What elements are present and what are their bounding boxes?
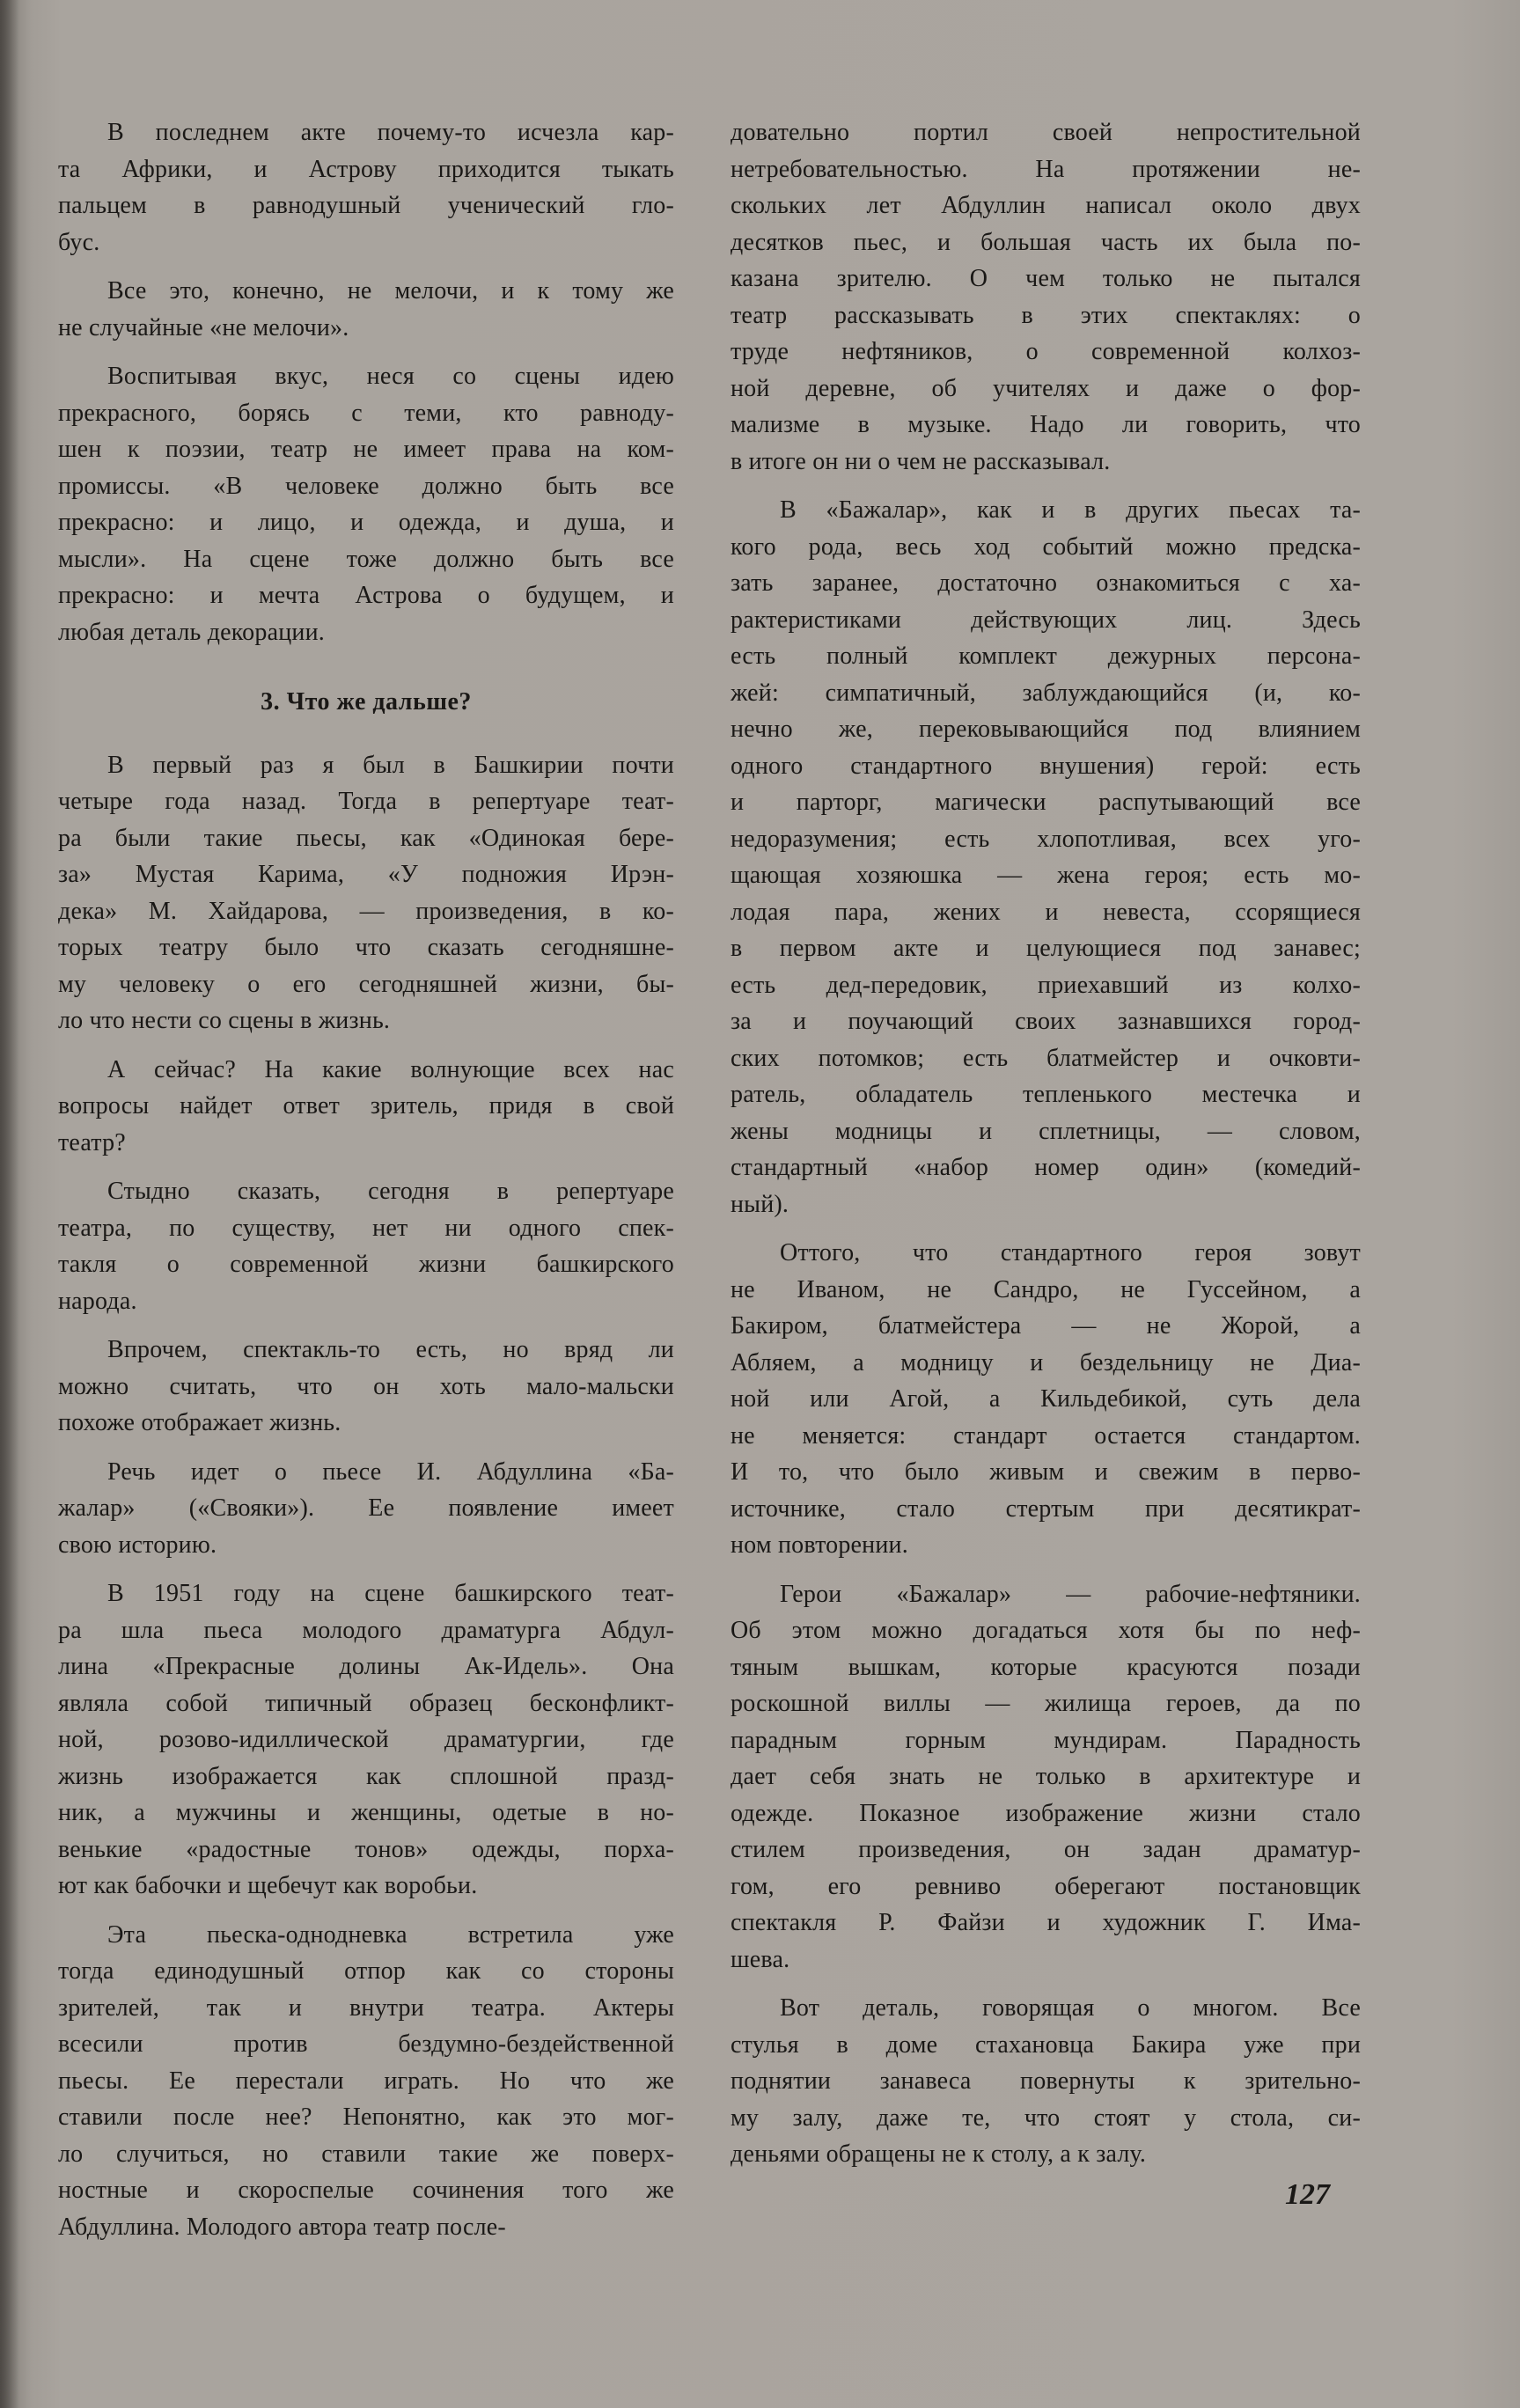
paragraph [731, 1576, 1361, 1979]
text-line: не Иваном, не Сандро, не Гуссейном, а [731, 1275, 1361, 1303]
text-line: труде нефтяников, о современной колхоз- [731, 338, 1361, 365]
text-line: Абдуллина. Молодого автора театр после- [58, 2213, 506, 2241]
paragraph [58, 358, 674, 650]
text-line: четыре года назад. Тогда в репертуаре теат- [58, 788, 674, 815]
text-line: ставили после нее? Непонятно, как это мог- [58, 2103, 674, 2131]
paragraph [58, 273, 674, 346]
paragraph [58, 1454, 674, 1564]
text-line: прекрасно: и лицо, и одежда, и душа, и [58, 509, 674, 536]
text-line: Герои «Бажалар» — рабочие-нефтяники. [780, 1580, 1361, 1608]
text-line: ном повторении. [731, 1531, 908, 1559]
text-line: В «Бажалар», как и в других пьесах та- [780, 496, 1361, 524]
text-line: в итоге он ни о чем не рассказывал. [731, 447, 1111, 475]
text-line: и парторг, магически распутывающий все [731, 789, 1361, 816]
text-line: парадным горным мундирам. Парадность [731, 1726, 1361, 1754]
paragraph [58, 1332, 674, 1442]
right-column [731, 114, 1361, 2185]
text-line: тяным вышкам, которые красуются позади [731, 1653, 1361, 1681]
text-line: источнике, стало стертым при десятикрат- [731, 1494, 1361, 1523]
text-line: за и поучающий своих зазнавшихся город- [731, 1008, 1361, 1035]
text-line: поднятии занавеса повернуты к зрительно- [731, 2067, 1361, 2095]
text-line: нечно же, перековывающийся под влиянием [731, 716, 1361, 743]
text-line: Эта пьеска-однодневка встретила уже [107, 1920, 674, 1949]
text-line: нетребовательностью. На протяжении не- [731, 155, 1361, 183]
text-line: Оттого, что стандартного героя зовут [780, 1239, 1361, 1266]
paragraph [58, 1575, 674, 1905]
text-line: жены модницы и сплетницы, — словом, [731, 1117, 1361, 1145]
text-line: театра, по существу, нет ни одного спек- [58, 1214, 674, 1242]
paragraph [58, 1173, 674, 1319]
text-line: прекрасного, борясь с теми, кто равноду- [58, 399, 674, 427]
text-line: одного стандартного внушения) герой: есть [731, 752, 1361, 780]
paragraph [731, 114, 1361, 480]
text-line: казана зрителю. О чем только не пытался [731, 265, 1361, 292]
text-line: венькие «радостные тонов» одежды, порха- [58, 1835, 674, 1863]
text-line: прекрасно: и мечта Астрова о будущем, и [58, 582, 674, 609]
text-line: ратель, обладатель тепленького местечка и [731, 1081, 1361, 1108]
text-line: та Африки, и Астрову приходится тыкать [58, 155, 674, 183]
text-line: му человеку о его сегодняшней жизни, бы- [58, 970, 674, 998]
text-line: ный). [731, 1190, 789, 1218]
text-line: театр? [58, 1128, 126, 1156]
text-line: скольких лет Абдуллин написал около двух [731, 192, 1361, 219]
text-line: Абляем, а модницу и бездельницу не Диа- [731, 1348, 1361, 1377]
text-line: ной или Агой, а Кильдебикой, суть дела [731, 1385, 1361, 1413]
paragraph [731, 1990, 1361, 2173]
text-line: вопросы найдет ответ зритель, придя в свой [58, 1092, 674, 1120]
text-line: не случайные «не мелочи». [58, 313, 349, 341]
text-line: стилем произведения, он задан драматур- [731, 1836, 1361, 1863]
text-line: ник, а мужчины и женщины, одетые в но- [58, 1799, 674, 1826]
paragraph [731, 1235, 1361, 1564]
text-line: ло что нести со сцены в жизнь. [58, 1007, 391, 1034]
text-line: торых театру было что сказать сегодняшне- [58, 934, 674, 961]
text-line: А сейчас? На какие волнующие всех нас [107, 1055, 674, 1083]
text-line: дека» М. Хайдарова, — произведения, в ко- [58, 897, 674, 925]
paragraph [58, 747, 674, 1039]
section-heading: 3. Что же дальше? [261, 688, 472, 716]
text-line: свою историю. [58, 1531, 217, 1559]
text-line: Впрочем, спектакль-то есть, но вряд ли [107, 1336, 674, 1363]
text-line: мализме в музыке. Надо ли говорить, что [731, 411, 1361, 438]
left-column [58, 114, 674, 2258]
text-line: зать заранее, достаточно ознакомиться с ха- [731, 569, 1361, 597]
text-line: му залу, даже те, что стоят у стола, си- [731, 2103, 1361, 2132]
text-line: шен к поэзии, театр не имеет права на ком- [58, 436, 674, 463]
text-line: лина «Прекрасные долины Ак-Идель». Она [58, 1653, 674, 1680]
text-line: Об этом можно догадаться хотя бы по неф- [731, 1617, 1361, 1644]
text-line: Вот деталь, говорящая о многом. Все [780, 1994, 1361, 2022]
text-line: являла собой типичный образец бесконфликт- [58, 1689, 674, 1717]
text-line: шева. [731, 1945, 790, 1973]
text-line: тогда единодушный отпор как со стороны [58, 1957, 674, 1985]
text-line: рактеристиками действующих лиц. Здесь [731, 606, 1361, 634]
text-line: Бакиром, блатмейстера — не Жорой, а [731, 1312, 1361, 1340]
text-line: народа. [58, 1287, 137, 1315]
text-line: мысли». На сцене тоже должно быть все [58, 545, 674, 573]
text-line: ра были такие пьесы, как «Одинокая бере- [58, 824, 674, 852]
text-line: есть полный комплект дежурных персона- [731, 642, 1361, 670]
text-line: ной, розово-идиллической драматургии, где [58, 1726, 674, 1753]
text-line: В 1951 году на сцене башкирского теат- [107, 1580, 674, 1607]
text-line: кого рода, весь ход событий можно предска- [731, 532, 1361, 561]
text-line: довательно портил своей непростительной [731, 119, 1361, 146]
text-line: гом, его ревниво оберегают постановщик [731, 1872, 1361, 1900]
text-line: стулья в доме стахановца Бакира уже при [731, 2030, 1361, 2059]
text-line: десятков пьес, и большая часть их была по- [731, 228, 1361, 256]
text-line: можно считать, что он хоть мало-мальски [58, 1372, 674, 1400]
text-line: есть дед-передовик, приехавший из колхо- [731, 971, 1361, 999]
text-line: не меняется: стандарт остается стандартом. [731, 1421, 1361, 1450]
text-line: недоразумения; есть хлопотливая, всех уго- [731, 825, 1361, 853]
text-line: лодая пара, жених и невеста, ссорящиеся [731, 898, 1361, 926]
text-line: зрителей, так и внутри театра. Актеры [58, 1993, 674, 2022]
page-number: 127 [1285, 2178, 1330, 2211]
text-line: дает себя знать не только в архитектуре и [731, 1763, 1361, 1790]
text-line: В последнем акте почему-то исчезла кар- [107, 119, 674, 146]
text-line: И то, что было живым и свежим в перво- [731, 1458, 1361, 1486]
text-line: стандартный «набор номер один» (комедий- [731, 1154, 1361, 1181]
text-line: ностные и скороспелые сочинения того же [58, 2177, 674, 2204]
paragraph [731, 492, 1361, 1222]
text-line: В первый раз я был в Башкирии почти [107, 751, 674, 779]
text-line: промиссы. «В человеке должно быть все [58, 472, 674, 500]
text-line: пальцем в равнодушный ученический гло- [58, 192, 674, 219]
text-line: одежде. Показное изображение жизни стало [731, 1799, 1361, 1827]
text-line: Воспитывая вкус, неся со сцены идею [107, 363, 674, 390]
text-line: роскошной виллы — жилища героев, да по [731, 1690, 1361, 1717]
text-line: в первом акте и целующиеся под занавес; [731, 935, 1361, 962]
text-line: ной деревне, об учителях и даже о фор- [731, 374, 1361, 402]
text-line: за» Мустая Карима, «У подножия Ирэн- [58, 861, 674, 888]
text-line: Речь идет о пьесе И. Абдуллина «Ба- [107, 1457, 674, 1486]
paragraph [58, 1052, 674, 1162]
text-line: щающая хозяюшка — жена героя; есть мо- [731, 862, 1361, 889]
paragraph [58, 114, 674, 261]
text-line: ло случиться, но ставили такие же поверх- [58, 2140, 674, 2168]
text-line: жизнь изображается как сплошной празд- [58, 1762, 674, 1790]
text-line: жей: симпатичный, заблуждающийся (и, ко- [731, 679, 1361, 707]
text-line: театр рассказывать в этих спектаклях: о [731, 301, 1361, 329]
text-line: пьесы. Ее перестали играть. Но что же [58, 2067, 674, 2095]
text-line: похоже отображает жизнь. [58, 1409, 341, 1436]
text-line: Все это, конечно, не мелочи, и к тому же [107, 277, 674, 305]
text-line: такля о современной жизни башкирского [58, 1251, 674, 1278]
text-line: ра шла пьеса молодого драматурга Абдул- [58, 1616, 674, 1644]
text-line: всесили против бездумно-бездейственной [58, 2030, 674, 2058]
text-line: спектакля Р. Файзи и художник Г. Има- [731, 1909, 1361, 1936]
text-line: бус. [58, 228, 100, 256]
text-line: ских потомков; есть блатмейстер и очковти- [731, 1044, 1361, 1072]
book-spine-shadow [0, 0, 19, 2408]
text-line: жалар» («Свояки»). Ее появление имеет [58, 1494, 674, 1522]
text-line: любая деталь декорации. [58, 618, 325, 646]
text-line: деньями обращены не к столу, а к залу. [731, 2140, 1147, 2168]
text-line: Стыдно сказать, сегодня в репертуаре [107, 1178, 674, 1205]
paragraph [58, 1917, 674, 2246]
text-line: ют как бабочки и щебечут как воробьи. [58, 1872, 478, 1899]
